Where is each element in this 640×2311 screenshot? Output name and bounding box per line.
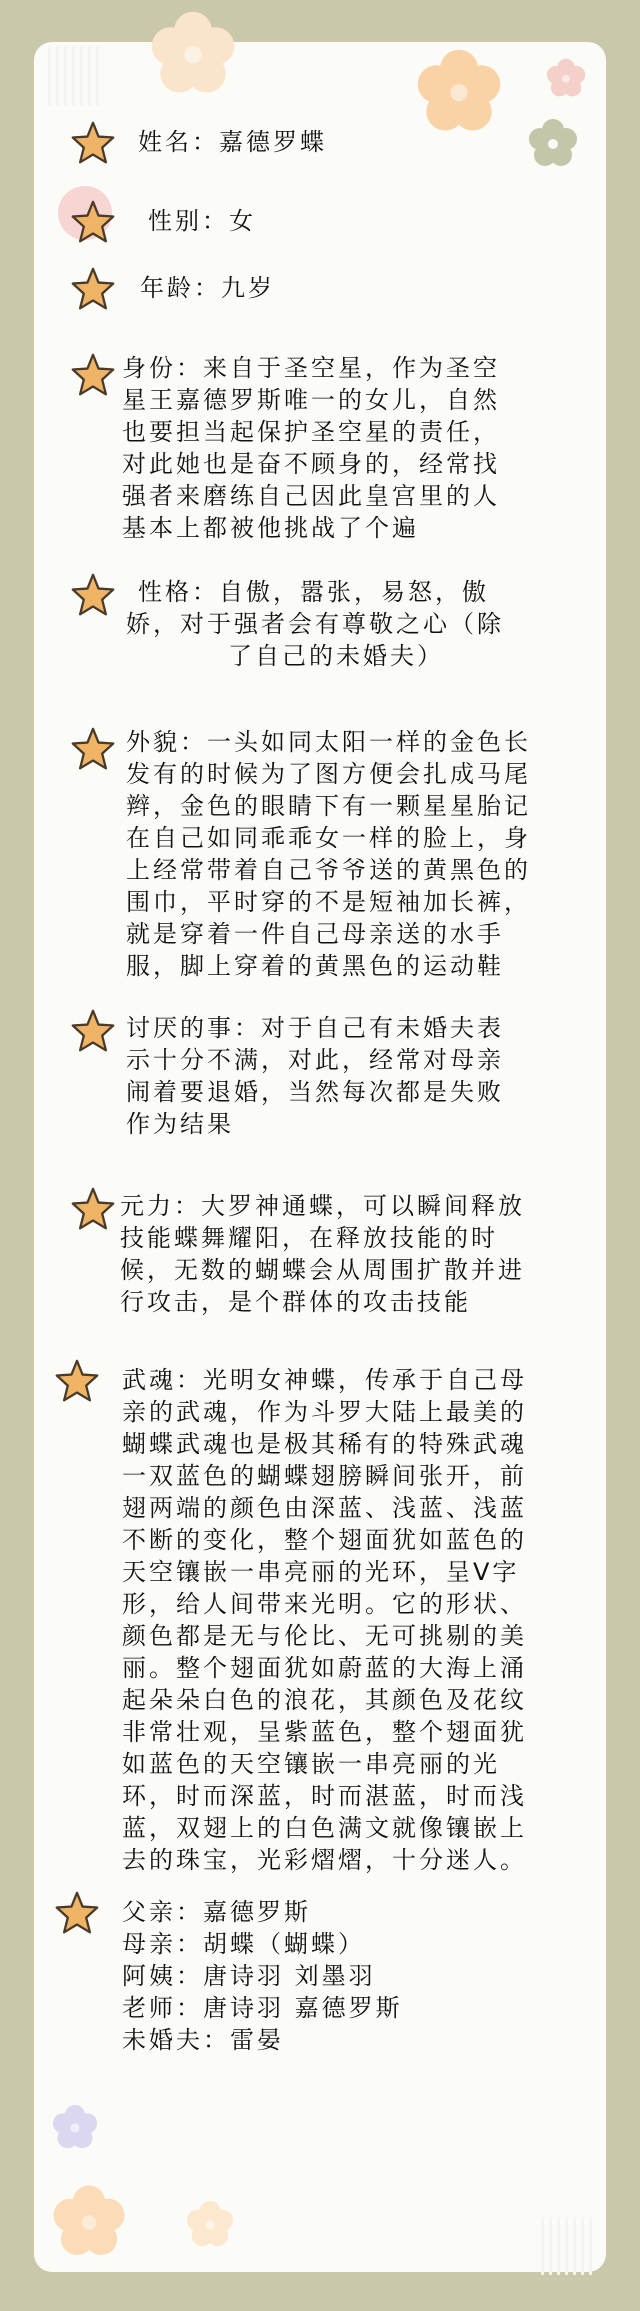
text-line: 环，时而深蓝，时而湛蓝，时而浅: [122, 1782, 527, 1810]
text-line: 对此她也是奋不顾身的，经常找: [122, 450, 500, 478]
text-line: 发有的时候为了图方便会扎成马尾: [126, 760, 531, 788]
text-line: 老师：唐诗羽 嘉德罗斯: [122, 1994, 403, 2022]
star-icon: [54, 1358, 100, 1404]
flower-icon: [528, 118, 578, 168]
age-line: 年龄：九岁: [140, 274, 275, 302]
text-line: 围巾，平时穿的不是短袖加长裤，: [126, 888, 531, 916]
star-icon: [70, 572, 116, 618]
star-icon: [70, 199, 116, 245]
text-line: 外貌：一头如同太阳一样的金色长: [126, 728, 531, 756]
text-line: 也要担当起保护圣空星的责任，: [122, 418, 500, 446]
text-line: 了自己的未婚夫）: [228, 642, 444, 670]
text-line: 技能蝶舞耀阳，在释放技能的时: [120, 1224, 498, 1252]
text-line: 亲的武魂，作为斗罗大陆上最美的: [122, 1398, 527, 1426]
text-line: 讨厌的事：对于自己有未婚夫表: [126, 1014, 504, 1042]
text-line: 在自己如同乖乖女一样的脸上，身: [126, 824, 531, 852]
text-line: 母亲：胡蝶（蝴蝶）: [122, 1930, 365, 1958]
text-line: 辫，金色的眼睛下有一颗星星胎记: [126, 792, 531, 820]
text-line: 未婚夫：雷晏: [122, 2026, 284, 2054]
star-icon: [70, 120, 116, 166]
name-line: 姓名：嘉德罗蝶: [138, 128, 327, 156]
text-line: 服，脚上穿着的黄黑色的运动鞋: [126, 952, 504, 980]
text-line: 阿姨：唐诗羽 刘墨羽: [122, 1962, 376, 1990]
text-line: 非常壮观，呈紫蓝色，整个翅面犹: [122, 1718, 527, 1746]
text-line: 示十分不满，对此，经常对母亲: [126, 1046, 504, 1074]
text-line: 武魂：光明女神蝶，传承于自己母: [122, 1366, 527, 1394]
text-line: 作为结果: [126, 1110, 234, 1138]
text-line: 身份：来自于圣空星，作为圣空: [122, 354, 500, 382]
text-line: 基本上都被他挑战了个遍: [122, 514, 419, 542]
flower-icon: [52, 2184, 126, 2258]
flower-icon: [546, 58, 586, 98]
text-line: 上经常带着自己爷爷送的黄黑色的: [126, 856, 531, 884]
text-line: 不断的变化，整个翅面犹如蓝色的: [122, 1526, 527, 1554]
text-line: 蝴蝶武魂也是极其稀有的特殊武魂: [122, 1430, 527, 1458]
star-icon: [70, 1186, 116, 1232]
flower-icon: [186, 2200, 234, 2248]
text-line: 性格：自傲，嚣张，易怒，傲: [138, 578, 489, 606]
text-line: 蓝，双翅上的白色满文就像镶嵌上: [122, 1814, 527, 1842]
star-icon: [70, 352, 116, 398]
text-line: 去的珠宝，光彩熠熠，十分迷人。: [122, 1846, 527, 1874]
gender-line: 性别：女: [148, 207, 256, 235]
stripes-decoration: [541, 2217, 592, 2275]
text-line: 天空镶嵌一串亮丽的光环，呈V字: [122, 1558, 520, 1586]
text-line: 如蓝色的天空镶嵌一串亮丽的光: [122, 1750, 500, 1778]
text-line: 父亲：嘉德罗斯: [122, 1898, 311, 1926]
stripes-decoration: [48, 46, 99, 106]
text-line: 元力：大罗神通蝶，可以瞬间释放: [120, 1192, 525, 1220]
flower-icon: [150, 10, 236, 96]
text-line: 就是穿着一件自己母亲送的水手: [126, 920, 504, 948]
text-line: 闹着要退婚，当然每次都是失败: [126, 1078, 504, 1106]
text-line: 形，给人间带来光明。它的形状、: [122, 1590, 527, 1618]
text-line: 候，无数的蝴蝶会从周围扩散并进: [120, 1256, 525, 1284]
star-icon: [54, 1890, 100, 1936]
text-line: 行攻击，是个群体的攻击技能: [120, 1288, 471, 1316]
text-line: 一双蓝色的蝴蝶翅膀瞬间张开，前: [122, 1462, 527, 1490]
star-icon: [70, 726, 116, 772]
text-line: 丽。整个翅面犹如蔚蓝的大海上涌: [122, 1654, 527, 1682]
text-line: 颜色都是无与伦比、无可挑剔的美: [122, 1622, 527, 1650]
flower-icon: [52, 2104, 98, 2150]
flower-icon: [416, 48, 502, 134]
text-line: 娇，对于强者会有尊敬之心（除: [126, 610, 504, 638]
text-line: 强者来磨练自己因此皇宫里的人: [122, 482, 500, 510]
text-line: 星王嘉德罗斯唯一的女儿，自然: [122, 386, 500, 414]
text-line: 翅两端的颜色由深蓝、浅蓝、浅蓝: [122, 1494, 527, 1522]
text-line: 起朵朵白色的浪花，其颜色及花纹: [122, 1686, 527, 1714]
star-icon: [70, 1008, 116, 1054]
star-icon: [70, 266, 116, 312]
